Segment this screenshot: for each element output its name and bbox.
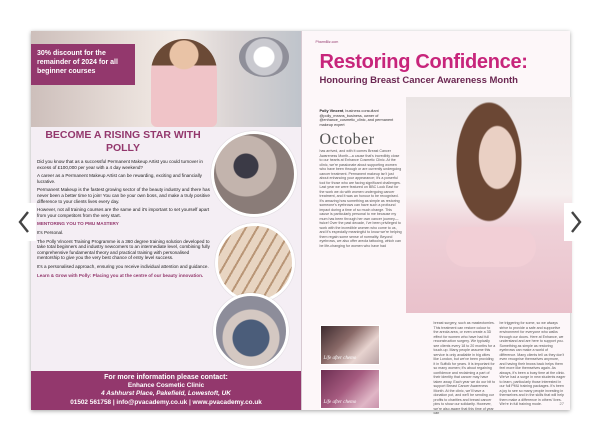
clinic-address: 4 Ashhurst Place, Pakefield, Lowestoft, UK [101, 390, 231, 397]
tattoo-device-circle [213, 293, 289, 369]
article-column-3: be triggering for some, so we always strive to provide a safe and supportive environment for everyone who walks through our doors. Here at Enhance, we understand and are here to support you. Something as simple as restoring eyebrows can make a world of difference. Many clients tell us they don't even recognise themselves anymore, and having their brows back helps them feel more like themselves again. As always, it's been a busy time at the clinic. We've had a surge in new students eager to learn, particularly those interested in our full PMU training packages. It's been a joy to see so many people investing in themselves and in the skills that will help them make a difference in others' lives. We're in full training mode. [499, 321, 566, 406]
paragraph-personal: It's Personal. [37, 229, 64, 235]
treatment-lamp [239, 37, 289, 77]
right-page [301, 31, 571, 415]
author-name: Polly Vincent [319, 109, 344, 113]
discount-banner: 30% discount for the remainder of 2024 for all beginner courses [31, 44, 135, 85]
article-title: Restoring Confidence: [319, 51, 528, 73]
author-byline [320, 109, 402, 127]
paragraph-turnover: Did you know that as a successful Permanent Makeup Artist you could turnover in excess of £100,000 per year with a 4 day weekend? [37, 159, 203, 170]
portrait-detail [446, 227, 536, 267]
paragraph-growth: Permanent Makeup is the fastest growing sector of the beauty industry and there has never been a better time to join! You can be your own boss, and make a truly positive difference to your clients lives every day. [37, 187, 210, 204]
page-number: 27 [559, 401, 564, 406]
left-body-text [37, 159, 213, 281]
thumb-caption-1: Life after chemo [323, 356, 357, 361]
life-after-chemo-photo-1 [320, 325, 380, 365]
article-column-1: has arrived, and with it comes Breast Cancer Awareness Month—a cause that's incredibly close to our hearts at Enhance Cosmetic Clinic. At the clinic, we're passionate about supporting women who have been through or are currently undergoing cancer treatment. Permanent makeup isn't just about enhancing your appearance; it's a powerful tool for those who are facing significant challenges. Last year we were featured on BBC Look East for the work we do with women undergoing cancer treatment, and it was an honour to be recognised. It's amazing how something as simple as restoring someone's eyebrows can have such a profound impact during a time of so much change. This cause is particularly personal to me because my mum has been through her own cancer journey—twice! Over the past decade, I've been privileged to work with the incredible women who come to us, and it's especially meaningful to know we're helping them regain some sense of normality. Beyond eyebrows, we also offer areola tattooing, which can be life-changing for women who have had [319, 149, 402, 248]
next-page-button[interactable] [564, 203, 588, 241]
article-column-2: breast surgery, such as mastectomies. This treatment can restore colour to the areola area, or even create a 3D effect for women who have had full reconstruction surgery. We typically see clients every 18 to 20 months for a touch-up. Many people assume this service is only available in big cities like London, but we've been providing it in Suffolk for years. It is important for so many women; it's about regaining confidence and reclaiming a part of their identity that cancer may have taken away. Each year we do our bit to support Breast Cancer Awareness Month. At the clinic, we'll have a donation pot, and we'll be sending our profits to charities and breast cancer pins to show our solidarity. However, we're also aware that this time of year can [433, 321, 496, 415]
brow-strokes-circle [215, 223, 295, 303]
paragraph-career: A career as a Permanent Makeup Artist can be rewarding, exciting and financially lucrative. [37, 173, 202, 184]
rising-star-headline: BECOME A RISING STAR WITH POLLY [45, 129, 201, 154]
author-portrait [406, 97, 572, 313]
chevron-right-icon [569, 210, 583, 234]
closing-line: Learn & Grow with Polly: Placing you at the centre of our beauty innovation. [37, 272, 204, 278]
photo-circles [207, 127, 301, 372]
dropcap-month: October [319, 131, 375, 148]
magazine-spread [31, 31, 570, 415]
clinic-name: Enhance Cosmetic Clinic [127, 382, 205, 389]
author-description: , business consultant @polly_means_business, owner of @enhance_cosmetic_clinic, and permanent makeup expert [319, 109, 394, 127]
life-after-chemo-photo-2 [320, 369, 380, 409]
left-page [31, 31, 301, 410]
chevron-left-icon [17, 210, 31, 234]
paragraph-courses: However, not all training courses are the same and it's important to set yourself apart from your competitors from the very start. [37, 207, 210, 218]
thumb-caption-2: Life after chemo [323, 400, 357, 405]
training-photo-circle [211, 131, 297, 217]
contact-info-bar [31, 371, 301, 410]
previous-page-button[interactable] [12, 203, 36, 241]
publication-folio: PharmBiz.com [315, 40, 339, 44]
article-subtitle: Honouring Breast Cancer Awareness Month [319, 75, 518, 86]
clinic-contact-details: 01502 561758 | info@pvacademy.co.uk | www.pvacademy.co.uk [70, 399, 262, 406]
practitioner-figure [151, 39, 217, 127]
contact-heading: For more information please contact: [104, 374, 228, 381]
mentoring-heading: MENTORING YOU TO PMU MASTERY [37, 221, 119, 227]
paragraph-approach: It's a personalised approach, ensuring you receive individual attention and guidance. [37, 263, 209, 269]
paragraph-programme: The Polly Vincent Training Programme is a 360 degree training solution developed to take total beginners and industry newcomers to an intermediate level, combining fully comprehensive fundamental theory and practical training with personalised mentorship to give you the very best chance of entry level success. [37, 238, 210, 261]
